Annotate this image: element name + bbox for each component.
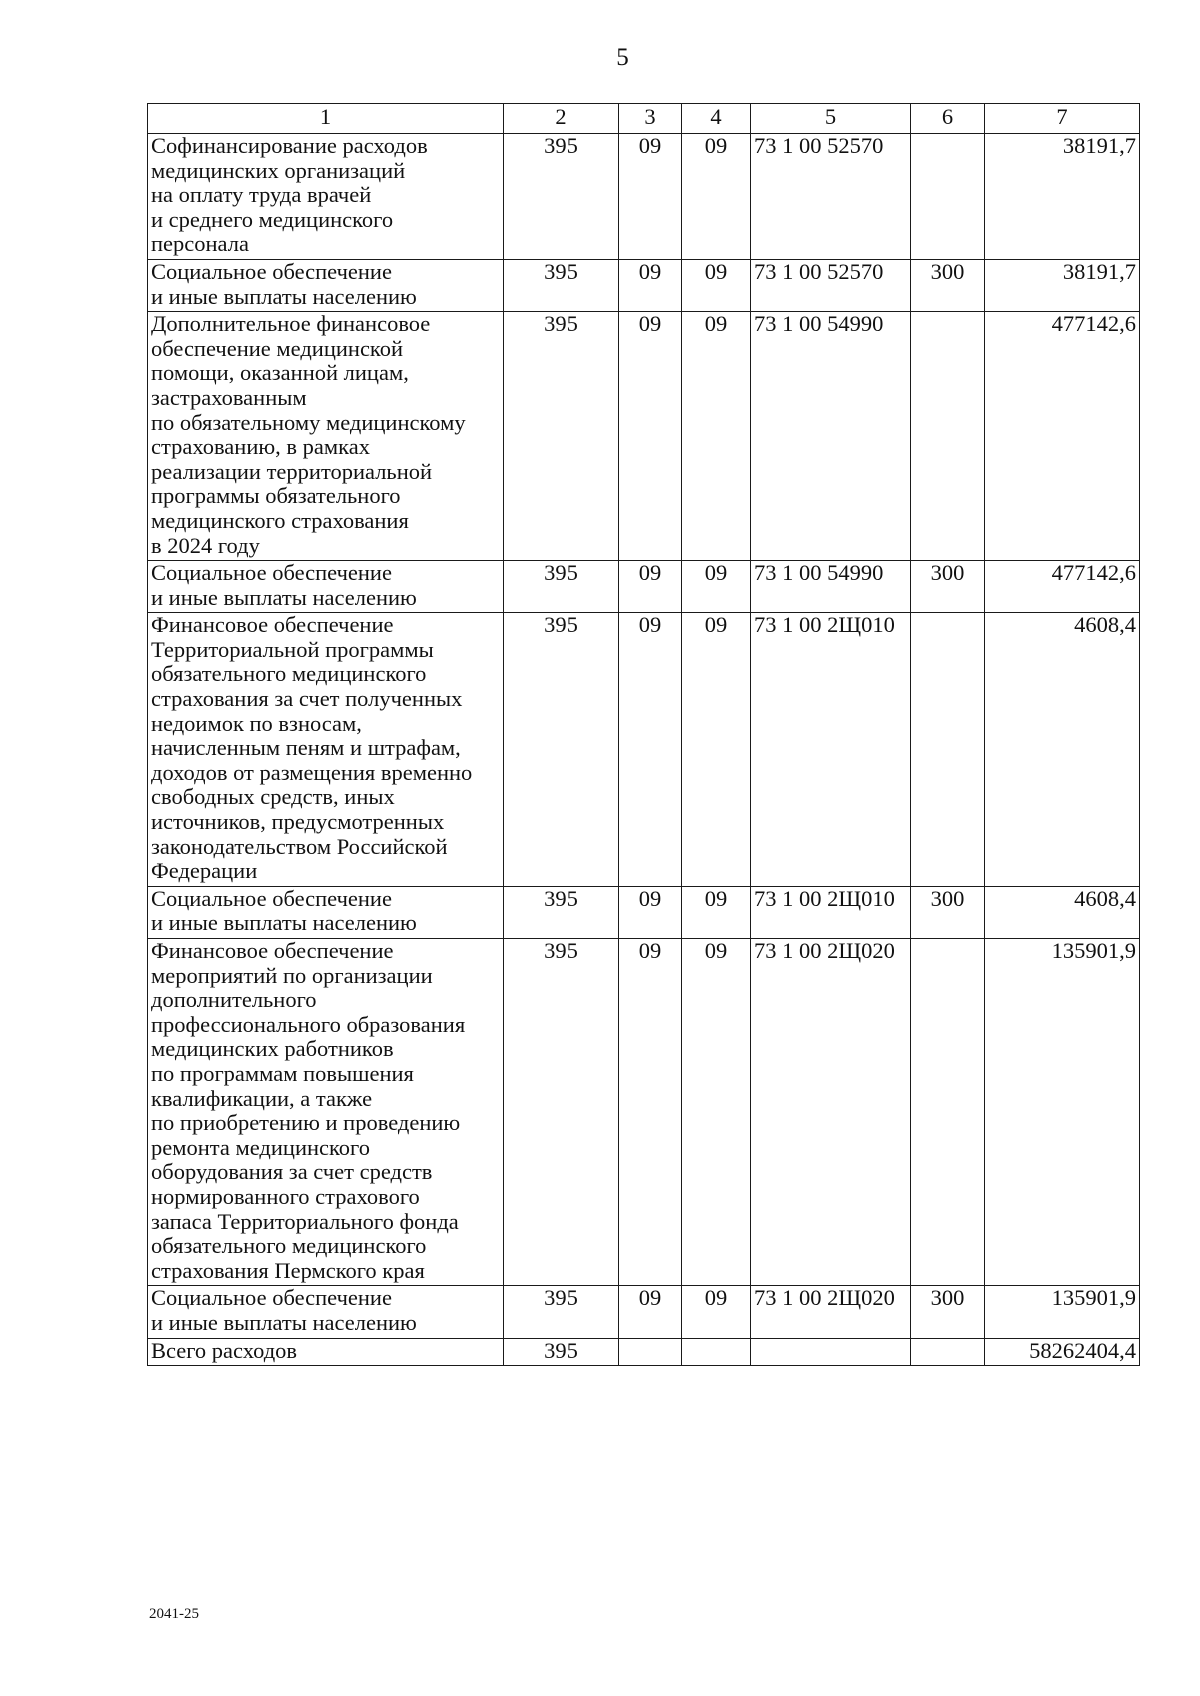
ministry-code: 395 [504,134,619,260]
expense-type-code: 300 [911,1286,985,1338]
section-code: 09 [619,939,682,1286]
section-code: 09 [619,312,682,561]
table-row [148,613,1140,887]
amount: 135901,9 [985,939,1140,1286]
amount: 38191,7 [985,259,1140,311]
section-code [619,1338,682,1366]
column-header: 5 [751,104,911,134]
expense-type-code: 300 [911,886,985,938]
subsection-code: 09 [682,613,751,887]
item-name: Социальное обеспечение и иные выплаты населению [148,259,504,311]
target-code: 73 1 00 52570 [751,259,911,311]
subsection-code: 09 [682,886,751,938]
target-code: 73 1 00 2Щ020 [751,1286,911,1338]
table-header-row [148,104,1140,134]
table-row [148,312,1140,561]
amount: 135901,9 [985,1286,1140,1338]
item-name: Социальное обеспечение и иные выплаты населению [148,561,504,613]
column-header: 3 [619,104,682,134]
column-header: 1 [148,104,504,134]
subsection-code: 09 [682,939,751,1286]
amount: 4608,4 [985,613,1140,887]
ministry-code: 395 [504,259,619,311]
section-code: 09 [619,886,682,938]
subsection-code: 09 [682,1286,751,1338]
table-row [148,561,1140,613]
table-row [148,259,1140,311]
ministry-code: 395 [504,312,619,561]
subsection-code: 09 [682,134,751,260]
section-code: 09 [619,613,682,887]
expense-type-code: 300 [911,561,985,613]
table-row [148,134,1140,260]
table-row [148,939,1140,1286]
expense-type-code: 300 [911,259,985,311]
amount: 38191,7 [985,134,1140,260]
total-row [148,1338,1140,1366]
item-name: Финансовое обеспечение мероприятий по организации дополнительного профессионального образования медицинских работников по программам повышения квалификации, а также по приобретению и проведению ремонта медицинского оборудования за счет средств нормированного страхового запаса Территориального фонда обязательного медицинского страхования Пермского края [148,939,504,1286]
item-name: Дополнительное финансовое обеспечение медицинской помощи, оказанной лицам, застрахованным по обязательному медицинскому страхованию, в рамках реализации территориальной программы обязательного медицинского страхования в 2024 году [148,312,504,561]
subsection-code: 09 [682,561,751,613]
total-label: Всего расходов [148,1338,504,1366]
expense-type-code [911,1338,985,1366]
item-name: Софинансирование расходов медицинских организаций на оплату труда врачей и среднего медицинского персонала [148,134,504,260]
section-code: 09 [619,561,682,613]
ministry-code: 395 [504,886,619,938]
section-code: 09 [619,259,682,311]
target-code: 73 1 00 2Щ010 [751,613,911,887]
ministry-code: 395 [504,939,619,1286]
ministry-code: 395 [504,1338,619,1366]
target-code: 73 1 00 52570 [751,134,911,260]
ministry-code: 395 [504,1286,619,1338]
item-name: Социальное обеспечение и иные выплаты населению [148,1286,504,1338]
item-name: Финансовое обеспечение Территориальной программы обязательного медицинского страхования за счет полученных недоимок по взносам, начисленным пеням и штрафам, доходов от размещения временно свободных средств, иных источников, предусмотренных законодательством Российской Федерации [148,613,504,887]
column-header: 7 [985,104,1140,134]
table-row [148,886,1140,938]
document-code: 2041-25 [149,1606,199,1622]
ministry-code: 395 [504,561,619,613]
table-row [148,1286,1140,1338]
expense-type-code [911,939,985,1286]
target-code: 73 1 00 2Щ020 [751,939,911,1286]
section-code: 09 [619,1286,682,1338]
subsection-code: 09 [682,312,751,561]
budget-table [147,103,1140,1366]
column-header: 4 [682,104,751,134]
amount: 4608,4 [985,886,1140,938]
column-header: 2 [504,104,619,134]
target-code: 73 1 00 2Щ010 [751,886,911,938]
amount: 477142,6 [985,312,1140,561]
amount: 477142,6 [985,561,1140,613]
ministry-code: 395 [504,613,619,887]
page-number: 5 [616,44,629,71]
target-code [751,1338,911,1366]
column-header: 6 [911,104,985,134]
subsection-code: 09 [682,259,751,311]
subsection-code [682,1338,751,1366]
expense-type-code [911,134,985,260]
target-code: 73 1 00 54990 [751,312,911,561]
total-amount: 58262404,4 [985,1338,1140,1366]
expense-type-code [911,613,985,887]
section-code: 09 [619,134,682,260]
item-name: Социальное обеспечение и иные выплаты населению [148,886,504,938]
expense-type-code [911,312,985,561]
target-code: 73 1 00 54990 [751,561,911,613]
